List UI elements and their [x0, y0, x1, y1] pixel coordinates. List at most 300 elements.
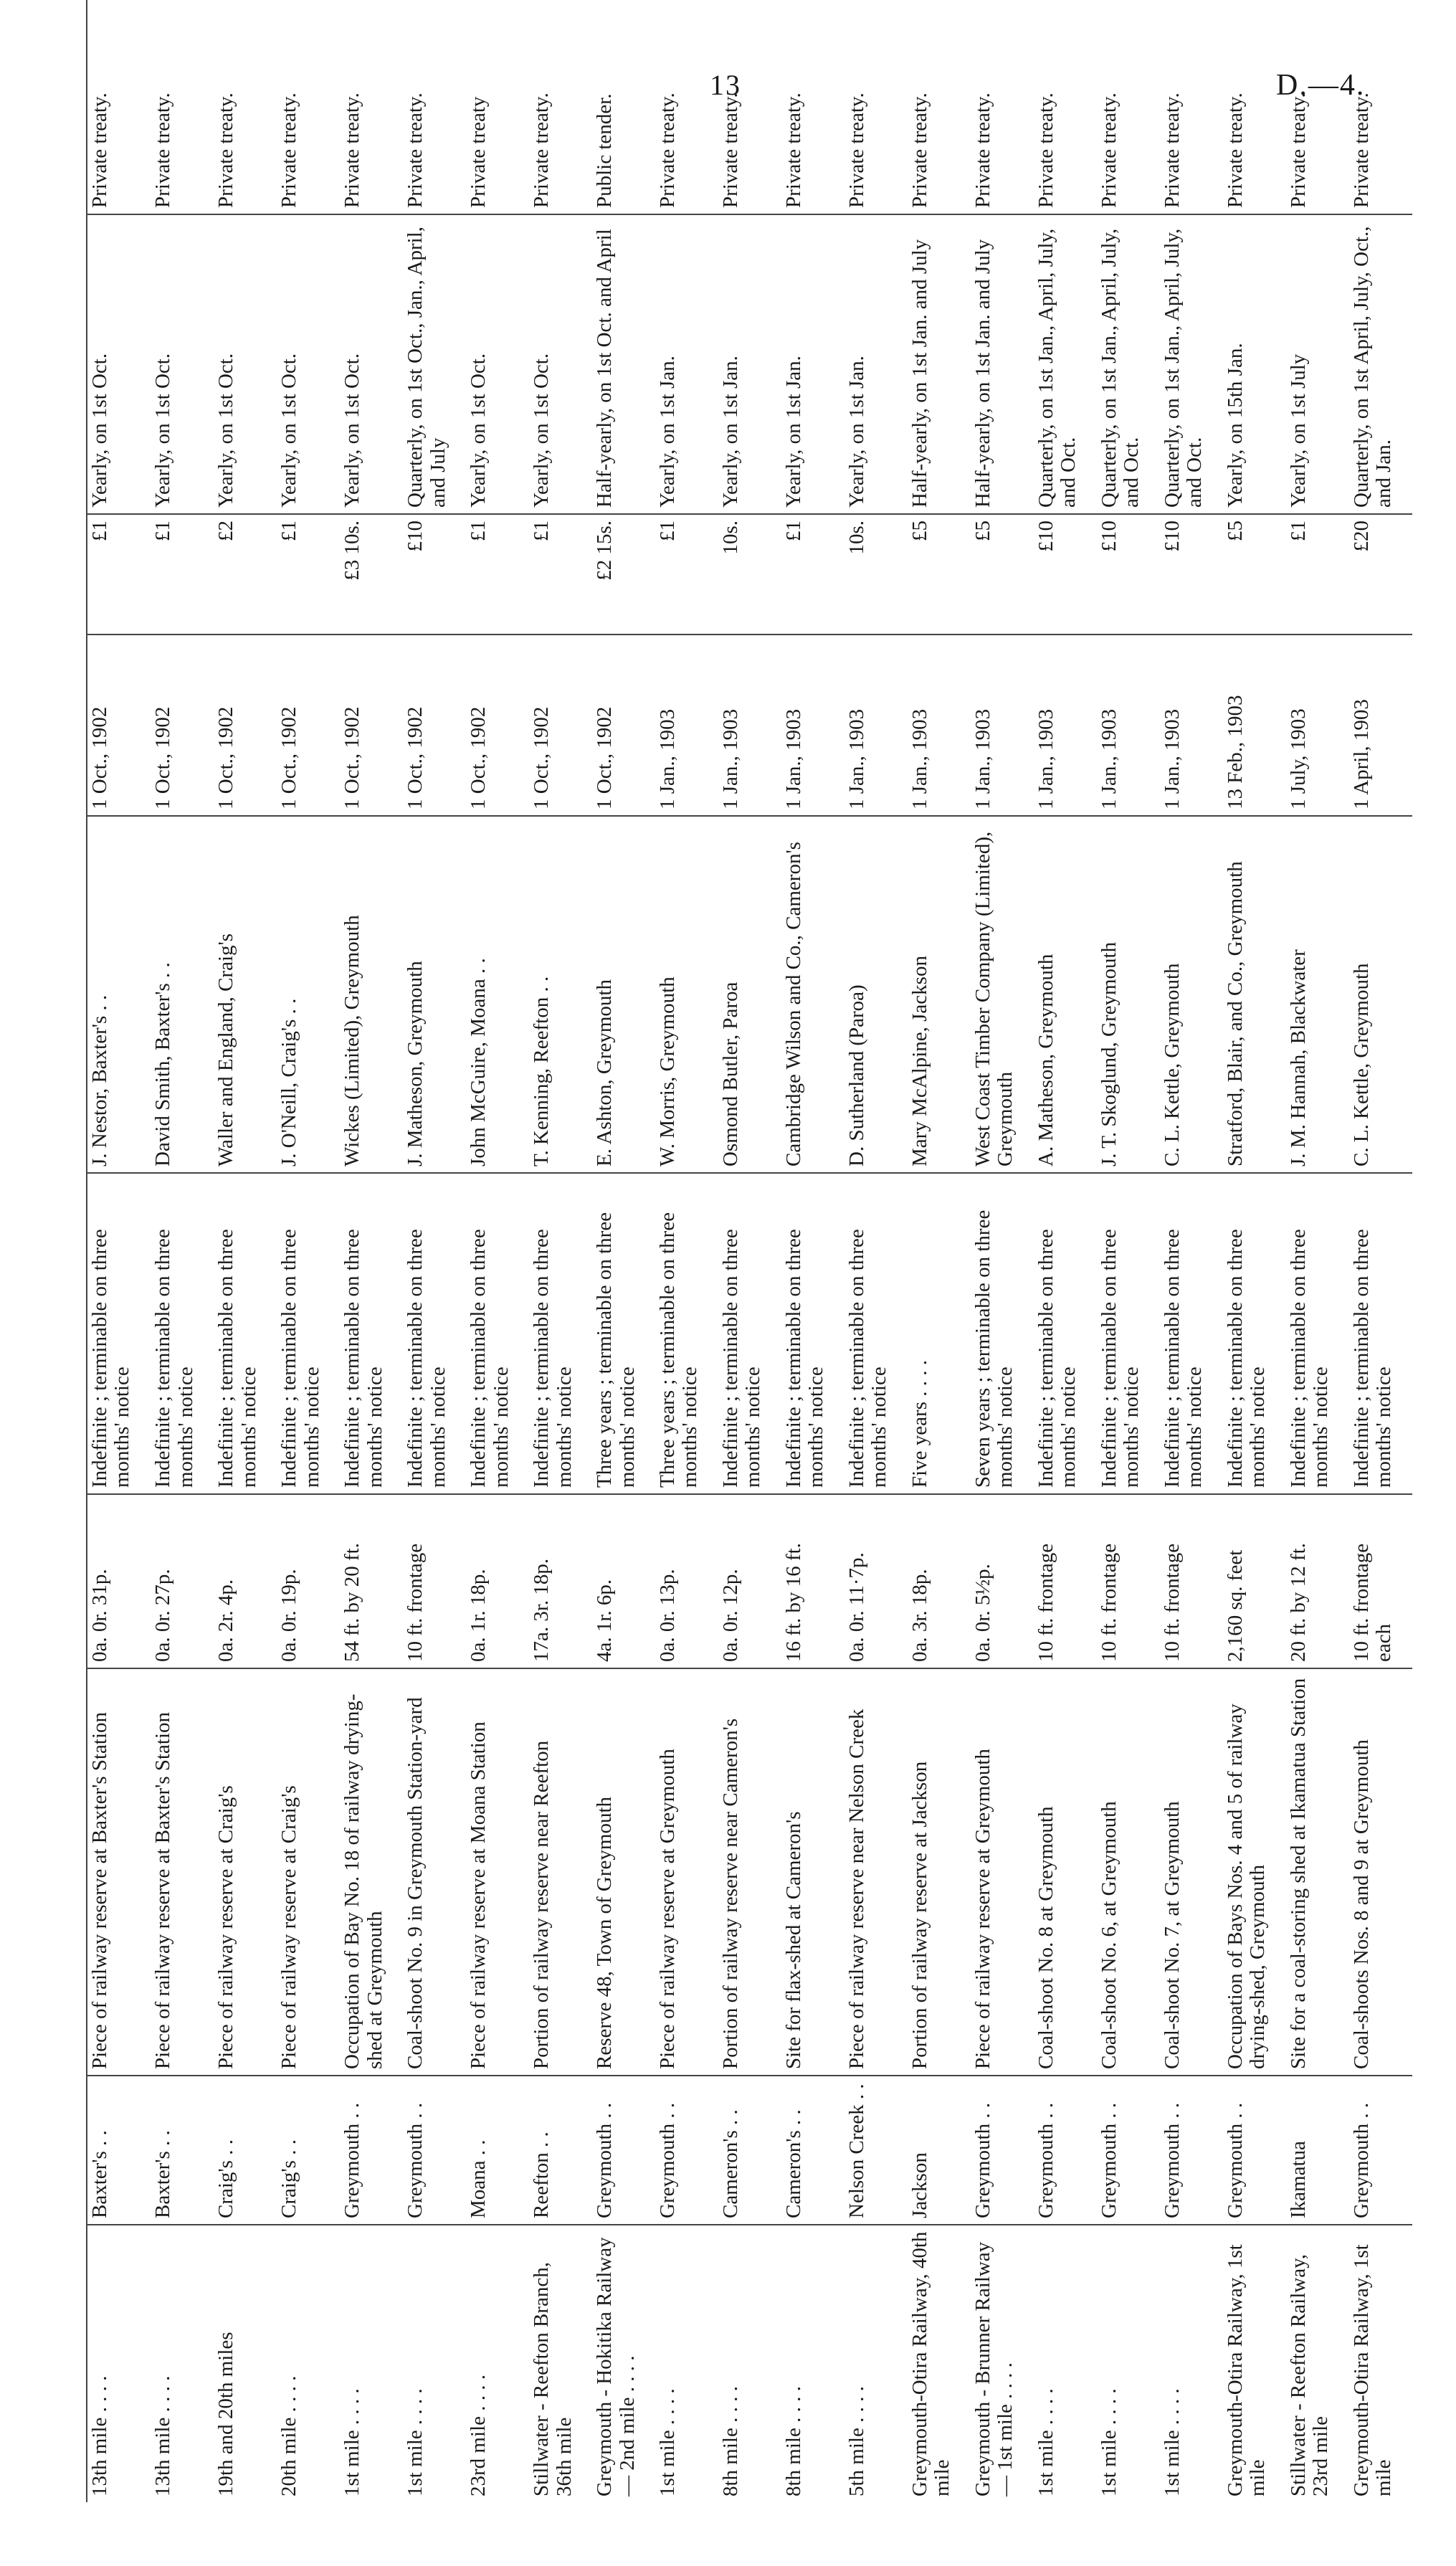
cell-station	[151, 2076, 214, 2225]
term-text: Indefinite ; terminable on three months' notice	[782, 1229, 828, 1488]
payable-text: Yearly, on 1st Oct.	[214, 353, 238, 508]
date-text: 1 Jan., 1903	[1034, 708, 1058, 809]
rent-text: £2	[214, 521, 238, 541]
how-let-text: Private treaty.	[214, 92, 238, 208]
term-text: Indefinite ; terminable on three months' notice	[88, 1229, 134, 1488]
cell-date	[1097, 635, 1160, 816]
cell-rent	[971, 514, 1034, 635]
cell-station	[1160, 2076, 1223, 2225]
rent-text: 10s.	[719, 521, 743, 555]
mile-text: Greymouth-Otira Railway, 40th mile	[908, 2231, 954, 2496]
area-text: 4a. 1r. 6p.	[593, 1579, 617, 1662]
date-text: 1 Jan., 1903	[1098, 708, 1121, 809]
lessee-text: T. Kenning, Reefton . .	[530, 976, 553, 1166]
cell-term	[1160, 1173, 1223, 1494]
cell-rent	[1286, 514, 1349, 635]
cell-date	[340, 635, 403, 816]
cell-rent	[1034, 514, 1097, 635]
rent-text: 10s.	[845, 521, 869, 555]
cell-payable	[214, 214, 277, 514]
how-let-text: Private treaty.	[88, 92, 111, 208]
cell-description	[1034, 1668, 1097, 2076]
table-row	[592, 0, 655, 2502]
cell-how-let	[1097, 0, 1160, 214]
cell-station	[655, 2076, 718, 2225]
cell-mile	[277, 2225, 340, 2502]
cell-description	[908, 1668, 971, 2076]
term-text: Indefinite ; terminable on three months' notice	[404, 1229, 449, 1488]
cell-payable	[592, 214, 655, 514]
area-text: 0a. 0r. 5½p.	[971, 1564, 995, 1662]
how-let-text: Private treaty.	[1350, 92, 1373, 208]
cell-how-let	[151, 0, 214, 214]
mile-text: 1st mile . . . .	[404, 2388, 427, 2496]
cell-payable	[1286, 214, 1349, 514]
cell-how-let	[908, 0, 971, 214]
term-text: Indefinite ; terminable on three months' notice	[467, 1229, 513, 1488]
lessee-text: J. T. Skoglund, Greymouth	[1098, 941, 1121, 1166]
cell-station	[87, 2076, 151, 2225]
cell-date	[277, 635, 340, 816]
cell-date	[87, 635, 151, 816]
cell-description	[466, 1668, 529, 2076]
rent-text: £5	[971, 521, 995, 541]
cell-area	[403, 1494, 466, 1668]
station-text: Greymouth . .	[656, 2102, 680, 2218]
date-text: 1 Oct., 1902	[467, 706, 490, 809]
cell-date	[1286, 635, 1349, 816]
lessee-text: J. Matheson, Greymouth	[404, 961, 427, 1166]
station-text: Reefton . .	[530, 2132, 553, 2218]
payable-text: Yearly, on 1st Oct.	[467, 353, 490, 508]
cell-rent	[1349, 514, 1412, 635]
station-text: Ikamatua	[1287, 2141, 1310, 2218]
cell-station	[466, 2076, 529, 2225]
payable-text: Yearly, on 1st Oct.	[341, 353, 364, 508]
date-text: 1 Oct., 1902	[530, 706, 553, 809]
cell-description	[844, 1668, 908, 2076]
cell-term	[971, 1173, 1034, 1494]
rent-text: £10	[1098, 521, 1121, 552]
cell-area	[781, 1494, 844, 1668]
rent-text: £1	[1287, 521, 1310, 541]
cell-term	[277, 1173, 340, 1494]
cell-date	[781, 635, 844, 816]
cell-description	[655, 1668, 718, 2076]
cell-payable	[781, 214, 844, 514]
cell-lessee	[277, 816, 340, 1173]
cell-term	[908, 1173, 971, 1494]
cell-description	[1223, 1668, 1286, 2076]
cell-area	[844, 1494, 908, 1668]
cell-payable	[1349, 214, 1412, 514]
description-text: Piece of railway reserve at Greymouth	[656, 1749, 680, 2069]
cell-rent	[781, 514, 844, 635]
table-row	[718, 0, 781, 2502]
cell-rent	[529, 514, 592, 635]
area-text: 54 ft. by 20 ft.	[341, 1543, 364, 1662]
cell-description	[1286, 1668, 1349, 2076]
how-let-text: Private treaty.	[277, 92, 301, 208]
date-text: 1 Oct., 1902	[277, 706, 301, 809]
term-text: Indefinite ; terminable on three months' notice	[719, 1229, 765, 1488]
cell-term	[529, 1173, 592, 1494]
description-text: Coal-shoots Nos. 8 and 9 at Greymouth	[1350, 1739, 1373, 2069]
description-text: Coal-shoot No. 8 at Greymouth	[1034, 1806, 1058, 2069]
cell-how-let	[971, 0, 1034, 214]
station-text: Baxter's . .	[151, 2130, 175, 2218]
lessee-text: Stratford, Blair, and Co., Greymouth	[1224, 861, 1247, 1166]
mile-text: 20th mile . . . .	[277, 2375, 301, 2496]
mile-text: 13th mile . . . .	[88, 2375, 111, 2496]
lessee-text: J. O'Neill, Craig's . .	[277, 998, 301, 1166]
payable-text: Yearly, on 1st Jan.	[719, 356, 743, 508]
cell-mile	[1160, 2225, 1223, 2502]
cell-how-let	[592, 0, 655, 214]
payable-text: Yearly, on 1st Oct.	[88, 353, 111, 508]
area-text: 10 ft. frontage	[404, 1543, 427, 1662]
cell-description	[1097, 1668, 1160, 2076]
table-row	[151, 0, 214, 2502]
mile-text: 8th mile . . . .	[719, 2386, 743, 2496]
how-let-text: Private treaty.	[1161, 92, 1184, 208]
cell-station	[277, 2076, 340, 2225]
how-let-text: Private treaty.	[341, 92, 364, 208]
table-row	[340, 0, 403, 2502]
payable-text: Quarterly, on 1st Jan., April, July, and Oct.	[1034, 228, 1080, 508]
how-let-text: Private treaty	[467, 96, 490, 208]
table-body	[87, 0, 1412, 2502]
cell-rent	[277, 514, 340, 635]
description-text: Piece of railway reserve at Moana Station	[467, 1721, 490, 2069]
cell-description	[529, 1668, 592, 2076]
cell-description	[1349, 1668, 1412, 2076]
term-text: Indefinite ; terminable on three months' notice	[277, 1229, 323, 1488]
cell-lessee	[403, 816, 466, 1173]
mile-text: 1st mile . . . .	[341, 2388, 364, 2496]
cell-lessee	[1034, 816, 1097, 1173]
cell-mile	[781, 2225, 844, 2502]
cell-description	[277, 1668, 340, 2076]
cell-lessee	[655, 816, 718, 1173]
how-let-text: Public tender.	[593, 93, 617, 208]
cell-rent	[1097, 514, 1160, 635]
cell-mile	[1349, 2225, 1412, 2502]
mile-text: Greymouth - Hokitika Railway— 2nd mile . . . .	[593, 2237, 639, 2496]
mile-text: 19th and 20th miles	[214, 2332, 238, 2496]
station-text: Greymouth . .	[404, 2102, 427, 2218]
date-text: 1 Oct., 1902	[88, 706, 111, 809]
cell-term	[403, 1173, 466, 1494]
cell-lessee	[87, 816, 151, 1173]
cell-rent	[466, 514, 529, 635]
how-let-text: Private treaty.	[404, 92, 427, 208]
cell-area	[655, 1494, 718, 1668]
cell-how-let	[1034, 0, 1097, 214]
lessee-text: Wickes (Limited), Greymouth	[341, 915, 364, 1166]
station-text: Nelson Creek . .	[845, 2083, 869, 2218]
payable-text: Yearly, on 1st Oct.	[530, 353, 553, 508]
lessee-text: D. Sutherland (Paroa)	[845, 984, 869, 1166]
cell-term	[214, 1173, 277, 1494]
cell-area	[151, 1494, 214, 1668]
cell-payable	[529, 214, 592, 514]
table-row	[529, 0, 592, 2502]
cell-term	[1349, 1173, 1412, 1494]
area-text: 17a. 3r. 18p.	[530, 1558, 553, 1662]
cell-mile	[340, 2225, 403, 2502]
payable-text: Half-yearly, on 1st Jan. and July	[971, 239, 995, 508]
payable-text: Yearly, on 1st Oct.	[151, 353, 175, 508]
cell-station	[1034, 2076, 1097, 2225]
cell-term	[655, 1173, 718, 1494]
lessee-text: Osmond Butler, Paroa	[719, 982, 743, 1166]
cell-station	[1097, 2076, 1160, 2225]
description-text: Piece of railway reserve at Baxter's Station	[151, 1711, 175, 2069]
cell-description	[781, 1668, 844, 2076]
cell-payable	[340, 214, 403, 514]
term-text: Indefinite ; terminable on three months' notice	[530, 1229, 576, 1488]
table-row	[844, 0, 908, 2502]
cell-area	[340, 1494, 403, 1668]
description-text: Piece of railway reserve at Baxter's Station	[88, 1711, 111, 2069]
cell-date	[844, 635, 908, 816]
cell-payable	[908, 214, 971, 514]
date-text: 1 Jan., 1903	[845, 708, 869, 809]
station-text: Greymouth . .	[1224, 2102, 1247, 2218]
cell-lessee	[592, 816, 655, 1173]
cell-term	[1034, 1173, 1097, 1494]
document-reference: D.—4.	[1276, 69, 1366, 102]
cell-mile	[1223, 2225, 1286, 2502]
date-text: 1 Jan., 1903	[971, 708, 995, 809]
lessee-text: David Smith, Baxter's . .	[151, 962, 175, 1166]
cell-mile	[908, 2225, 971, 2502]
cell-how-let	[1160, 0, 1223, 214]
cell-description	[340, 1668, 403, 2076]
table-row	[1349, 0, 1412, 2502]
cell-date	[971, 635, 1034, 816]
cell-date	[214, 635, 277, 816]
table-row	[277, 0, 340, 2502]
lessee-text: Mary McAlpine, Jackson	[908, 956, 932, 1166]
cell-lessee	[718, 816, 781, 1173]
description-text: Piece of railway reserve at Craig's	[277, 1785, 301, 2069]
lessee-text: J. M. Hannah, Blackwater	[1287, 949, 1310, 1166]
cell-payable	[403, 214, 466, 514]
cell-area	[1034, 1494, 1097, 1668]
cell-station	[1349, 2076, 1412, 2225]
cell-station	[214, 2076, 277, 2225]
cell-mile	[844, 2225, 908, 2502]
table-row	[1223, 0, 1286, 2502]
payable-text: Yearly, on 1st Jan.	[656, 356, 680, 508]
area-text: 10 ft. frontage each	[1350, 1543, 1396, 1662]
station-text: Craig's . .	[214, 2139, 238, 2218]
lessee-text: C. L. Kettle, Greymouth	[1161, 963, 1184, 1166]
cell-station	[971, 2076, 1034, 2225]
station-text: Cameron's . .	[782, 2109, 806, 2218]
term-text: Three years ; terminable on three months' notice	[593, 1212, 639, 1488]
cell-area	[908, 1494, 971, 1668]
cell-rent	[592, 514, 655, 635]
cell-date	[1223, 635, 1286, 816]
area-text: 0a. 0r. 13p.	[656, 1569, 680, 1662]
cell-mile	[529, 2225, 592, 2502]
lessee-text: West Coast Timber Company (Limited), Greymouth	[971, 831, 1017, 1166]
cell-term	[718, 1173, 781, 1494]
station-text: Jackson	[908, 2152, 932, 2218]
mile-text: 8th mile . . . .	[782, 2386, 806, 2496]
mile-text: Stillwater - Reefton Railway, 23rd mile	[1287, 2254, 1333, 2496]
cell-how-let	[844, 0, 908, 214]
cell-station	[529, 2076, 592, 2225]
cell-term	[1286, 1173, 1349, 1494]
area-text: 0a. 0r. 31p.	[88, 1569, 111, 1662]
term-text: Indefinite ; terminable on three months' notice	[151, 1229, 197, 1488]
description-text: Coal-shoot No. 7, at Greymouth	[1161, 1801, 1184, 2069]
term-text: Indefinite ; terminable on three months' notice	[1350, 1229, 1396, 1488]
how-let-text: Private treaty.	[719, 92, 743, 208]
cell-area	[87, 1494, 151, 1668]
cell-mile	[592, 2225, 655, 2502]
payable-text: Half-yearly, on 1st Oct. and April	[593, 229, 617, 508]
area-text: 10 ft. frontage	[1098, 1543, 1121, 1662]
area-text: 16 ft. by 16 ft.	[782, 1543, 806, 1662]
cell-term	[781, 1173, 844, 1494]
how-let-text: Private treaty.	[1224, 92, 1247, 208]
cell-date	[718, 635, 781, 816]
lessee-text: A. Matheson, Greymouth	[1034, 954, 1058, 1166]
mile-text: 1st mile . . . .	[1161, 2388, 1184, 2496]
description-text: Occupation of Bays Nos. 4 and 5 of railway drying-shed, Greymouth	[1224, 1703, 1270, 2069]
cell-area	[277, 1494, 340, 1668]
cell-area	[971, 1494, 1034, 1668]
table-row	[971, 0, 1034, 2502]
cell-term	[1223, 1173, 1286, 1494]
cell-payable	[1097, 214, 1160, 514]
cell-how-let	[1223, 0, 1286, 214]
cell-mile	[1286, 2225, 1349, 2502]
cell-area	[1223, 1494, 1286, 1668]
station-text: Greymouth . .	[1034, 2102, 1058, 2218]
cell-mile	[971, 2225, 1034, 2502]
description-text: Coal-shoot No. 9 in Greymouth Station-yard	[404, 1697, 427, 2069]
lessee-text: E. Ashton, Greymouth	[593, 979, 617, 1166]
date-text: 1 Oct., 1902	[593, 706, 617, 809]
rent-text: £1	[151, 521, 175, 541]
cell-lessee	[781, 816, 844, 1173]
cell-how-let	[466, 0, 529, 214]
table-row	[1034, 0, 1097, 2502]
mile-text: 1st mile . . . .	[1098, 2388, 1121, 2496]
cell-lessee	[214, 816, 277, 1173]
station-text: Cameron's . .	[719, 2109, 743, 2218]
description-text: Occupation of Bay No. 18 of railway drying-shed at Greymouth	[341, 1693, 386, 2069]
cell-station	[1223, 2076, 1286, 2225]
cell-rent	[908, 514, 971, 635]
date-text: 1 Jan., 1903	[782, 708, 806, 809]
cell-lessee	[1349, 816, 1412, 1173]
cell-area	[592, 1494, 655, 1668]
description-text: Site for a coal-storing shed at Ikamatua Station	[1287, 1678, 1310, 2069]
cell-rent	[403, 514, 466, 635]
cell-station	[908, 2076, 971, 2225]
cell-date	[1160, 635, 1223, 816]
rent-text: £10	[1034, 521, 1058, 552]
rent-text: £1	[530, 521, 553, 541]
date-text: 13 Feb., 1903	[1224, 695, 1247, 809]
cell-lessee	[340, 816, 403, 1173]
description-text: Piece of railway reserve at Craig's	[214, 1785, 238, 2069]
cell-description	[403, 1668, 466, 2076]
lessee-text: John McGuire, Moana . .	[467, 958, 490, 1166]
cell-mile	[655, 2225, 718, 2502]
rent-text: £10	[404, 521, 427, 552]
date-text: 1 April, 1903	[1350, 699, 1373, 809]
cell-how-let	[529, 0, 592, 214]
area-text: 0a. 2r. 4p.	[214, 1579, 238, 1662]
rent-text: £1	[277, 521, 301, 541]
description-text: Portion of railway reserve near Cameron's	[719, 1718, 743, 2069]
payable-text: Quarterly, on 1st Jan., April, July, and Oct.	[1098, 228, 1143, 508]
cell-lessee	[1097, 816, 1160, 1173]
cell-rent	[1223, 514, 1286, 635]
cell-lessee	[971, 816, 1034, 1173]
area-text: 0a. 0r. 27p.	[151, 1569, 175, 1662]
how-let-text: Private treaty.	[656, 92, 680, 208]
cell-station	[592, 2076, 655, 2225]
area-text: 0a. 0r. 11·7p.	[845, 1552, 869, 1662]
cell-payable	[718, 214, 781, 514]
cell-description	[214, 1668, 277, 2076]
cell-term	[340, 1173, 403, 1494]
term-text: Indefinite ; terminable on three months' notice	[1224, 1229, 1270, 1488]
cell-area	[529, 1494, 592, 1668]
cell-station	[403, 2076, 466, 2225]
how-let-text: Private treaty.	[908, 92, 932, 208]
mile-text: 23rd mile . . . .	[467, 2375, 490, 2496]
cell-station	[718, 2076, 781, 2225]
cell-term	[1097, 1173, 1160, 1494]
cell-how-let	[87, 0, 151, 214]
payable-text: Half-yearly, on 1st Jan. and July	[908, 239, 932, 508]
cell-how-let	[214, 0, 277, 214]
rent-text: £2 15s.	[593, 521, 617, 581]
page-number: 13	[710, 69, 741, 101]
cell-mile	[214, 2225, 277, 2502]
station-text: Greymouth . .	[1161, 2102, 1184, 2218]
term-text: Indefinite ; terminable on three months' notice	[845, 1229, 891, 1488]
term-text: Indefinite ; terminable on three months' notice	[214, 1229, 260, 1488]
mile-text: Stillwater - Reefton Branch, 36th mile	[530, 2262, 576, 2496]
cell-lessee	[529, 816, 592, 1173]
cell-date	[1034, 635, 1097, 816]
cell-payable	[466, 214, 529, 514]
cell-how-let	[277, 0, 340, 214]
cell-rent	[655, 514, 718, 635]
cell-mile	[403, 2225, 466, 2502]
cell-date	[1349, 635, 1412, 816]
railway-leases-table	[86, 0, 1412, 2502]
cell-how-let	[403, 0, 466, 214]
cell-how-let	[340, 0, 403, 214]
cell-description	[971, 1668, 1034, 2076]
date-text: 1 Oct., 1902	[404, 706, 427, 809]
station-text: Greymouth . .	[341, 2102, 364, 2218]
payable-text: Yearly, on 1st July	[1287, 353, 1310, 508]
how-let-text: Private treaty.	[845, 92, 869, 208]
